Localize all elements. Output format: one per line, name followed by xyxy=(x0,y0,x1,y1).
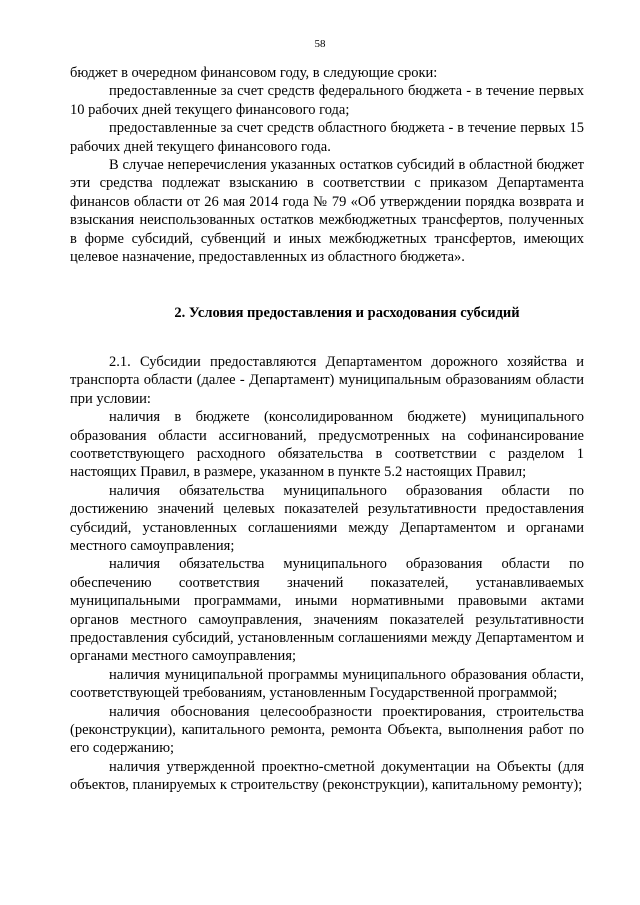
condition-municipal-program: наличия муниципальной программы муниципального образования области, соответствующей требованиям, установленным Государственной программой; xyxy=(70,666,584,702)
condition-indicator-compliance: наличия обязательства муниципального образования области по обеспечению соответствия значений показателей, устанавливаемых муниципальными программами, иными нормативными правовыми актами органов местного самоуправления, значениям показателей результативности предоставления субсидий, установленным соглашениями между Департаментом и органами местного самоуправления; xyxy=(70,556,584,665)
section-heading: 2. Условия предоставления и расходования субсидий xyxy=(174,305,520,322)
condition-justification: наличия обоснования целесообразности проектирования, строительства (реконструкции), капитального ремонта, ремонта Объекта, выполнения работ по его содержанию; xyxy=(70,703,584,757)
condition-target-indicators: наличия обязательства муниципального образования области по достижению значений целевых показателей результативности предоставления субсидий, установленных соглашениями между Департаментом и органами местного самоуправления; xyxy=(70,482,584,554)
page-body xyxy=(70,64,584,795)
paragraph-2-1: 2.1. Субсидии предоставляются Департаментом дорожного хозяйства и транспорта области (далее - Департамент) муниципальным образованиям области при условии: xyxy=(70,353,584,407)
condition-budget-allocations: наличия в бюджете (консолидированном бюджете) муниципального образования области ассигнований, предусмотренных на софинансирование соответствующего расходного обязательства в соответствии с разделом 1 настоящих Правил, в размере, указанном в пункте 5.2 настоящих Правил; xyxy=(70,409,584,481)
paragraph-regional-deadline: предоставленные за счет средств областного бюджета - в течение первых 15 рабочих дней текущего финансового года. xyxy=(70,120,584,155)
page-number: 58 xyxy=(314,38,326,50)
paragraph-continuation: бюджет в очередном финансовом году, в следующие сроки: xyxy=(70,65,438,81)
paragraph-recovery: В случае неперечисления указанных остатков субсидий в областной бюджет эти средства подлежат взысканию в соответствии с приказом Департамента финансов области от 26 мая 2014 года № 79 «Об утверждении порядка возврата и взыскания неиспользованных остатков межбюджетных трансфертов, полученных в форме субсидий, субвенций и иных межбюджетных трансфертов, имеющих целевое назначение, предоставленных из областного бюджета». xyxy=(70,157,584,266)
condition-design-documentation: наличия утвержденной проектно-сметной документации на Объекты (для объектов, планируемых к строительству (реконструкции), капитальному ремонту); xyxy=(70,758,584,794)
paragraph-federal-deadline: предоставленные за счет средств федерального бюджета - в течение первых 10 рабочих дней текущего финансового года; xyxy=(70,83,584,118)
